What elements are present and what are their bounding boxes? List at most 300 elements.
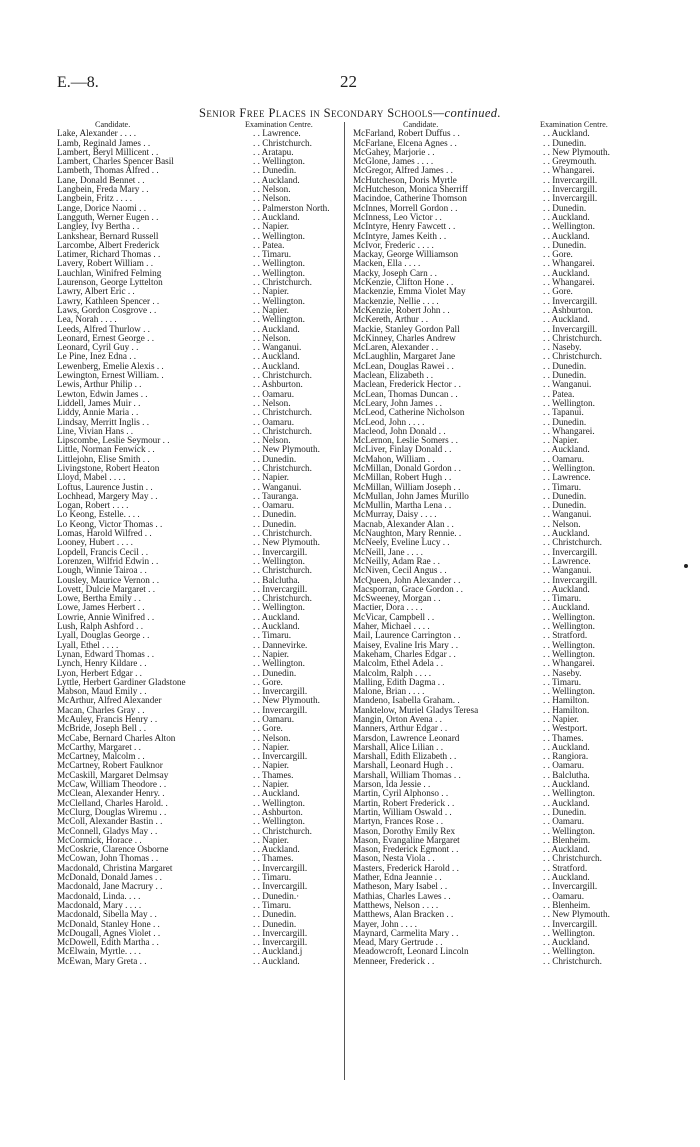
candidate-name: Martin, William Oswald . .: [353, 806, 452, 817]
candidate-name: Lopdell, Francis Cecil . .: [57, 546, 149, 557]
candidate-name: McDonald, Donald James . .: [57, 872, 162, 883]
left-column: [57, 120, 340, 966]
examination-centre: . . Christchurch.: [253, 407, 312, 418]
examination-centre: . . Westport.: [543, 723, 588, 734]
candidate-name: Macsporran, Grace Gordon . .: [353, 583, 463, 594]
candidate-name: Martin, Cyril Alphonso . .: [353, 788, 449, 799]
examination-centre: . . Patea.: [543, 388, 575, 399]
candidate-name: McNeely, Eveline Lucy . .: [353, 537, 450, 548]
candidate-name: Lewton, Edwin James . .: [57, 388, 148, 399]
candidate-name: Menneer, Frederick . .: [353, 955, 435, 966]
examination-centre: . . Timaru.: [253, 872, 292, 883]
candidate-name: Marsdon, Lawrence Leonard: [353, 732, 460, 743]
examination-centre: . . Oamaru.: [543, 816, 585, 827]
examination-centre: . . Invercargill.: [253, 862, 308, 873]
examination-centre: . . Gore.: [543, 249, 573, 260]
candidate-name: Lowe, Bertha Emily . .: [57, 593, 141, 604]
examination-centre: . . Dunedin.: [543, 202, 587, 213]
examination-centre: . . Oamaru.: [543, 760, 585, 771]
candidate-name: Macan, Charles Gray . .: [57, 704, 145, 715]
candidate-name: Macky, Joseph Carn . .: [353, 267, 437, 278]
examination-centre: . . New Plymouth.: [543, 146, 610, 157]
candidate-name: McNaughton, Mary Rennie. .: [353, 528, 462, 539]
candidate-name: Mason, Frederick Egmont . .: [353, 844, 459, 855]
page-reference: E.—8.: [57, 74, 99, 91]
examination-centre: . . Auckland.: [543, 937, 590, 948]
examination-centre: . . Napier.: [253, 472, 289, 483]
examination-centre: . . Wellington.: [543, 946, 595, 957]
examination-centre: . . Auckland.: [543, 844, 590, 855]
examination-centre: . . Lawrence.: [543, 555, 591, 566]
examination-centre: . . Timaru.: [543, 481, 582, 492]
candidate-name: McHutcheson, Doris Myrtle: [353, 174, 457, 185]
examination-centre: . . Napier.: [253, 760, 289, 771]
candidate-name: Macdonald, Jane Macrury . .: [57, 881, 163, 892]
examination-centre: . . Invercargill.: [543, 295, 598, 306]
examination-centre: . . Wanganui.: [543, 509, 592, 520]
candidate-name: Lange, Dorice Naomi . .: [57, 202, 147, 213]
candidate-name: Maynard, Carmelita Mary . .: [353, 927, 459, 938]
examination-centre: . . Palmerston North.: [253, 202, 330, 213]
examination-centre: . . Dunedin.: [253, 453, 297, 464]
candidate-name: McSweeney, Morgan . .: [353, 593, 441, 604]
examination-centre: . . Christchurch.: [253, 137, 312, 148]
candidate-name: Lowe, James Herbert . .: [57, 602, 145, 613]
examination-centre: . . Dunedin.: [543, 416, 587, 427]
examination-centre: . . Wellington.: [253, 258, 305, 269]
candidate-name: McCowan, John Thomas . .: [57, 853, 159, 864]
examination-centre: . . Auckland.: [543, 741, 590, 752]
examination-centre: . . Dunedin.: [543, 370, 587, 381]
candidate-name: Le Pine, Inez Edna . .: [57, 351, 137, 362]
candidate-name: Lake, Alexander . . . .: [57, 128, 137, 139]
examination-centre: . . Dannevirke.: [253, 639, 308, 650]
candidate-name: McDougall, Agnes Violet . .: [57, 927, 161, 938]
examination-centre: . . Wellington.: [253, 267, 305, 278]
examination-centre: . . Napier.: [253, 648, 289, 659]
examination-centre: . . Christchurch.: [543, 537, 602, 548]
candidate-name: McMillan, Robert Hugh . .: [353, 472, 452, 483]
candidate-name: Langguth, Werner Eugen . .: [57, 211, 159, 222]
examination-centre: . . Auckland.: [253, 844, 300, 855]
examination-centre: . . Wellington.: [253, 816, 305, 827]
page-number: 22: [340, 72, 357, 91]
candidate-name: Lamb, Reginald James . .: [57, 137, 151, 148]
examination-centre: . . Dunedin.: [543, 239, 587, 250]
examination-centre: . . Gore.: [543, 286, 573, 297]
examination-centre: . . Naseby.: [543, 667, 582, 678]
examination-centre: . . Balclutha.: [543, 769, 590, 780]
examination-centre: . . Christchurch.: [543, 351, 602, 362]
examination-centre: . . Oamaru.: [543, 890, 585, 901]
examination-centre: . . New Plymouth.: [253, 444, 320, 455]
examination-centre: . . Oamaru.: [253, 416, 295, 427]
examination-centre: . . Invercargill.: [543, 184, 598, 195]
candidate-name: Lo Keong, Victor Thomas . .: [57, 518, 163, 529]
candidate-name: Lloyd, Mabel . . . .: [57, 472, 126, 483]
candidate-name: Marshall, Leonard Hugh . .: [353, 760, 453, 771]
candidate-name: Lawry, Albert Eric . .: [57, 286, 135, 297]
candidate-name: Maisey, Evaline Iris Mary . .: [353, 639, 459, 650]
examination-centre: . . Tapanui.: [543, 407, 584, 418]
candidate-name: McKenzie, Clifton Hone . .: [353, 277, 454, 288]
table-title: [0, 106, 700, 121]
examination-centre: . . Auckland.: [253, 351, 300, 362]
candidate-name: Matthews, Alan Bracken . .: [353, 909, 454, 920]
candidate-name: Macnab, Alexander Alan . .: [353, 518, 454, 529]
examination-centre: . . Wellington.: [253, 797, 305, 808]
candidate-name: Lough, Winnie Tairoa . .: [57, 565, 147, 576]
examination-centre: . . Invercargill.: [253, 751, 308, 762]
candidate-name: McLaughlin, Margaret Jane: [353, 351, 456, 362]
candidate-name: Maclean, Elizabeth . .: [353, 370, 434, 381]
candidate-name: Lomas, Harold Wilfred . .: [57, 528, 152, 539]
examination-centre: . . Wellington.: [543, 686, 595, 697]
candidate-name: McQueen, John Alexander . .: [353, 574, 461, 585]
candidate-name: Mather, Edna Jeannie . .: [353, 872, 442, 883]
examination-centre: . . Ashburton.: [543, 304, 593, 315]
candidate-name: Looney, Hubert . . . .: [57, 537, 133, 548]
examination-centre: . . Auckland.: [543, 602, 590, 613]
column-divider: [344, 122, 345, 1080]
candidate-name: Leonard, Ernest George . .: [57, 332, 155, 343]
candidate-name: Lewenberg, Emelie Alexis . .: [57, 360, 164, 371]
candidate-name: Lousley, Maurice Vernon . .: [57, 574, 160, 585]
examination-centre: . . Auckland.: [543, 211, 590, 222]
candidate-name: Macdonald, Sibella May . .: [57, 909, 157, 920]
examination-centre: . . Napier.: [253, 779, 289, 790]
examination-centre: . . Nelson.: [253, 732, 291, 743]
candidate-name: Lane, Donald Bennet . .: [57, 174, 145, 185]
examination-centre: . . Whangarei.: [543, 258, 595, 269]
candidate-name: Lovett, Dulcie Margaret . .: [57, 583, 156, 594]
examination-centre: . . Invercargill.: [253, 937, 308, 948]
candidate-name: Manktelow, Muriel Gladys Teresa: [353, 704, 479, 715]
examination-centre: . . Auckland.: [543, 314, 590, 325]
candidate-name: Loftus, Laurence Justin . .: [57, 481, 153, 492]
candidate-name: Line, Vivian Hans . .: [57, 425, 134, 436]
examination-centre: . . Auckland.: [253, 211, 300, 222]
candidate-name: Martin, Robert Frederick . .: [353, 797, 455, 808]
candidate-name: Langley, Ivy Bertha . .: [57, 221, 140, 232]
candidate-name: McNiven, Cecil Angus . .: [353, 565, 447, 576]
candidate-name: McLaren, Alexander . .: [353, 342, 439, 353]
examination-centre: . . Napier.: [253, 286, 289, 297]
examination-centre: . . Invercargill.: [253, 927, 308, 938]
examination-centre: . . Lawrence.: [253, 128, 301, 139]
candidate-name: Lankshear, Bernard Russell: [57, 230, 159, 241]
candidate-name: Laurenson, George Lyttelton: [57, 277, 163, 288]
candidate-name: Meadowcroft, Leonard Lincoln: [353, 946, 469, 957]
examination-centre: . . Wellington.: [253, 295, 305, 306]
examination-centre: . . Christchurch.: [253, 425, 312, 436]
candidate-name: McLeod, Catherine Nicholson: [353, 407, 465, 418]
candidate-name: McMillan, Donald Gordon . .: [353, 462, 461, 473]
examination-centre: . . Wellington.: [543, 825, 595, 836]
examination-centre: . . Wellington.: [253, 602, 305, 613]
candidate-name: McDowell, Edith Martha . .: [57, 937, 159, 948]
candidate-name: McCabe, Bernard Charles Alton: [57, 732, 176, 743]
candidate-name: McInness, Leo Victor . .: [353, 211, 442, 222]
examination-centre: . . Invercargill.: [543, 193, 598, 204]
candidate-name: Lambert, Charles Spencer Basil: [57, 156, 174, 167]
examination-centre: . . Nelson.: [253, 435, 291, 446]
candidate-name: Liddell, James Muir . .: [57, 397, 141, 408]
examination-centre: . . Wanganui.: [253, 342, 302, 353]
examination-centre: . . Hamilton.: [543, 704, 590, 715]
examination-centre: . . Wellington.: [543, 611, 595, 622]
candidate-name: McConnell, Gladys May . .: [57, 825, 158, 836]
examination-centre: . . Auckland.: [253, 621, 300, 632]
candidate-name: Marshall, William Thomas . .: [353, 769, 461, 780]
examination-centre: . . Whangarei.: [543, 658, 595, 669]
candidate-name: Malcolm, Ethel Adela . .: [353, 658, 444, 669]
examination-centre: . . Thames.: [543, 732, 584, 743]
candidate-name: Lawry, Kathleen Spencer . .: [57, 295, 160, 306]
candidate-name: McBride, Joseph Bell . .: [57, 723, 147, 734]
candidate-name: Matthews, Nelson . . . .: [353, 899, 439, 910]
examination-centre: . . Auckland.: [253, 611, 300, 622]
candidate-name: Lochhead, Margery May . .: [57, 490, 158, 501]
examination-centre: . . Wellington.: [543, 927, 595, 938]
examination-centre: . . Whangarei.: [543, 165, 595, 176]
candidate-name: Leonard, Cyril Guy . .: [57, 342, 139, 353]
candidate-header: Candidate.: [95, 120, 131, 129]
examination-centre: . . Christchurch.: [543, 955, 602, 966]
examination-centre: . . Wanganui.: [253, 481, 302, 492]
examination-centre: . . Auckland.: [543, 872, 590, 883]
candidate-name: Mathias, Charles Lawes . .: [353, 890, 451, 901]
candidate-name: Mackenzie, Nellie . . . .: [353, 295, 439, 306]
candidate-name: Malcolm, Ralph . . . .: [353, 667, 432, 678]
examination-centre: . . Dunedin.: [543, 490, 587, 501]
examination-centre: . . Timaru.: [543, 676, 582, 687]
candidate-name: McMurray, Daisy . . . .: [353, 509, 437, 520]
candidate-name: McFarlane, Elcena Agnes . .: [353, 137, 457, 148]
examination-centre: . . Dunedin.: [253, 518, 297, 529]
candidate-name: Maher, Michael . . . .: [353, 621, 430, 632]
examination-centre: . . Wellington.: [253, 156, 305, 167]
examination-centre: . . Hamilton.: [543, 695, 590, 706]
examination-centre: . . Invercargill.: [543, 174, 598, 185]
candidate-name: Macdonald, Linda. . . .: [57, 890, 141, 901]
examination-centre: . . Wellington.: [253, 230, 305, 241]
candidate-name: Little, Norman Fenwick . .: [57, 444, 155, 455]
candidate-name: McLeod, John . . . .: [353, 416, 425, 427]
candidate-name: Matheson, Mary Isabel . .: [353, 881, 448, 892]
candidate-name: McGregor, Alfred James . .: [353, 165, 453, 176]
candidate-name: Lush, Ralph Ashford . .: [57, 621, 144, 632]
examination-centre: . . Wanganui.: [543, 379, 592, 390]
examination-centre: . . Christchurch.: [253, 825, 312, 836]
examination-centre: . . Invercargill.: [253, 583, 308, 594]
examination-centre: . . Invercargill.: [543, 323, 598, 334]
examination-centre: . . Auckland.: [253, 788, 300, 799]
examination-centre: . . Napier.: [253, 221, 289, 232]
examination-centre: . . Nelson.: [253, 332, 291, 343]
centre-header: Examination Centre.: [540, 120, 608, 129]
examination-centre: . . Oamaru.: [543, 453, 585, 464]
examination-centre: . . Dunedin.: [543, 360, 587, 371]
candidate-name: Mason, Dorothy Emily Rex: [353, 825, 456, 836]
candidate-name: Mayer, John . . . .: [353, 918, 417, 929]
examination-centre: . . New Plymouth.: [253, 537, 320, 548]
ink-speck: [684, 564, 688, 568]
candidate-name: Langbein, Freda Mary . .: [57, 184, 149, 195]
examination-centre: . . Dunedin.: [543, 806, 587, 817]
candidate-name: Lynch, Henry Kildare . .: [57, 658, 147, 669]
title-continued: —continued.: [433, 106, 501, 120]
examination-centre: . . Dunedin.: [253, 918, 297, 929]
examination-centre: . . Dunedin.: [253, 909, 297, 920]
examination-centre: . . Thames.: [253, 769, 294, 780]
examination-centre: . . Gore.: [253, 676, 283, 687]
candidate-name: McClean, Alexander Henry. .: [57, 788, 165, 799]
candidate-name: Lindsay, Merritt Inglis . .: [57, 416, 150, 427]
examination-centre: . . Napier.: [543, 714, 579, 724]
examination-centre: . . Invercargill.: [253, 704, 308, 715]
examination-centre: . . Invercargill.: [543, 574, 598, 585]
examination-centre: . . Oamaru.: [253, 714, 295, 724]
candidate-name: Littlejohn, Elise Smith . .: [57, 453, 150, 464]
examination-centre: . . Nelson.: [253, 193, 291, 204]
examination-centre: . . Patea.: [253, 239, 285, 250]
examination-centre: . . Christchurch.: [543, 332, 602, 343]
candidate-name: Lipscombe, Leslie Seymour . .: [57, 435, 170, 446]
candidate-name: Martyn, Frances Rose . .: [353, 816, 444, 827]
title-main: Senior Free Places in Secondary Schools: [199, 106, 434, 120]
candidate-name: McLean, Douglas Rawei . .: [353, 360, 454, 371]
examination-centre: . . Christchurch.: [253, 277, 312, 288]
examination-centre: . . Auckland.: [543, 779, 590, 790]
candidate-name: McNeill, Jane . . . .: [353, 546, 423, 557]
candidate-name: McLean, Thomas Duncan . .: [353, 388, 458, 399]
examination-centre: . . Greymouth.: [543, 156, 597, 167]
candidate-name: Mail, Laurence Carrington . .: [353, 630, 461, 641]
examination-centre: . . Napier.: [543, 435, 579, 446]
candidate-name: Macleod, John Donald . .: [353, 425, 446, 436]
candidate-name: McCartney, Malcolm . .: [57, 751, 145, 762]
examination-centre: . . Oamaru.: [253, 500, 295, 511]
examination-centre: . . Invercargill.: [253, 881, 308, 892]
candidate-name: Lauchlan, Winifred Felming: [57, 267, 162, 278]
candidate-name: Livingstone, Robert Heaton: [57, 462, 160, 473]
candidate-name: McLeary, John James . .: [353, 397, 442, 408]
candidate-header: Candidate.: [403, 120, 439, 129]
candidate-name: Marshall, Edith Elizabeth . .: [353, 751, 457, 762]
examination-centre: . . Napier.: [253, 741, 289, 752]
candidate-name: Mackay, George Williamson: [353, 249, 459, 260]
candidate-name: Lewington, Ernest William. .: [57, 370, 164, 381]
candidate-name: McFarland, Robert Duffus . .: [353, 128, 460, 139]
examination-centre: . . Wellington.: [253, 555, 305, 566]
examination-centre: . . Invercargill.: [543, 881, 598, 892]
examination-centre: . . Timaru.: [253, 249, 292, 260]
examination-centre: . . Dunedin.: [253, 509, 297, 520]
examination-centre: . . Ashburton.: [253, 806, 303, 817]
examination-centre: . . Christchurch.: [253, 593, 312, 604]
examination-centre: . . Wellington.: [543, 397, 595, 408]
candidate-name: Mactier, Dora . . . .: [353, 602, 423, 613]
examination-centre: . . Auckland.j: [253, 946, 303, 957]
candidate-name: McKenzie, Robert John . .: [353, 304, 450, 315]
candidate-name: McCoskrie, Clarence Osborne: [57, 844, 169, 855]
examination-centre: . . Nelson.: [253, 184, 291, 195]
candidate-name: McCartney, Robert Faulknor: [57, 760, 163, 771]
candidate-name: Manners, Arthur Edgar . .: [353, 723, 448, 734]
candidate-name: Lo Keong, Estelle. . . .: [57, 509, 140, 520]
examination-centre: . . Nelson.: [543, 518, 581, 529]
candidate-name: Marson, Ida Jessie . .: [353, 779, 431, 790]
examination-centre: . . Aratapu.: [253, 146, 294, 157]
candidate-name: Lyttle, Herbert Gardiner Gladstone: [57, 676, 186, 687]
table-row: [57, 957, 340, 966]
examination-centre: . . Auckland.: [543, 230, 590, 241]
right-column: [353, 120, 683, 966]
examination-centre: . . Naseby.: [543, 342, 582, 353]
examination-centre: . . Auckland.: [253, 955, 300, 966]
candidate-name: Lavery, Robert William . .: [57, 258, 154, 269]
candidate-name: Mason, Nesta Viola . .: [353, 853, 435, 864]
examination-centre: . . Christchurch.: [253, 565, 312, 576]
examination-centre: . . Christchurch.: [253, 462, 312, 473]
examination-centre: . . Auckland.: [253, 360, 300, 371]
candidate-name: McElwain, Myrtle. . . .: [57, 946, 141, 957]
examination-centre: . . Blenheim.: [543, 834, 591, 845]
examination-centre: . . Wellington.: [543, 648, 595, 659]
candidate-name: Maclean, Frederick Hector . .: [353, 379, 461, 390]
candidate-name: McNeilly, Adam Rae . .: [353, 555, 440, 566]
candidate-name: McAuley, Francis Henry . .: [57, 714, 158, 724]
examination-centre: . . Whangarei.: [543, 425, 595, 436]
candidate-name: McMahon, William . .: [353, 453, 435, 464]
candidate-name: McVicar, Campbell . .: [353, 611, 435, 622]
examination-centre: . . Balclutha.: [253, 574, 300, 585]
examination-centre: . . Dunedin.: [253, 165, 297, 176]
candidate-name: Lambert, Beryl Millicent . .: [57, 146, 159, 157]
candidate-name: Lyall, Douglas George . .: [57, 630, 150, 641]
examination-centre: . . Napier.: [253, 304, 289, 315]
candidate-name: McKinney, Charles Andrew: [353, 332, 456, 343]
examination-centre: . . Wanganui.: [543, 565, 592, 576]
candidate-name: Lambeth, Thomas Alfred . .: [57, 165, 159, 176]
candidate-name: Lorenzen, Wilfrid Edwin . .: [57, 555, 159, 566]
examination-centre: . . Auckland.: [543, 267, 590, 278]
examination-centre: . . Nelson.: [253, 397, 291, 408]
examination-centre: . . Auckland.: [543, 528, 590, 539]
candidate-name: McGlone, James . . . .: [353, 156, 434, 167]
examination-centre: . . Stratford.: [543, 862, 588, 873]
candidate-name: Laws, Gordon Cosgrove . .: [57, 304, 157, 315]
candidate-name: Latimer, Richard Thomas . .: [57, 249, 161, 260]
candidate-name: Macken, Ella . . . .: [353, 258, 421, 269]
examination-centre: . . Dunedin.·: [253, 890, 300, 901]
candidate-name: McClurg, Douglas Wiremu . .: [57, 806, 167, 817]
candidate-name: Langbein, Fritz . . . .: [57, 193, 133, 204]
candidate-name: McCarthy, Margaret . .: [57, 741, 141, 752]
examination-centre: . . Rangiora.: [543, 751, 589, 762]
examination-centre: . . Ashburton.: [253, 379, 303, 390]
examination-centre: . . Whangarei.: [543, 277, 595, 288]
candidate-name: McMullan, John James Murillo: [353, 490, 469, 501]
examination-centre: . . Wellington.: [543, 788, 595, 799]
examination-centre: . . Auckland.: [253, 174, 300, 185]
candidate-name: McArthur, Alfred Alexander: [57, 695, 162, 706]
candidate-name: Mandeno, Isabella Graham. .: [353, 695, 460, 706]
examination-centre: . . Auckland.: [543, 444, 590, 455]
candidate-name: McLiver, Finlay Donald . .: [353, 444, 452, 455]
examination-centre: . . Wellington.: [253, 314, 305, 325]
